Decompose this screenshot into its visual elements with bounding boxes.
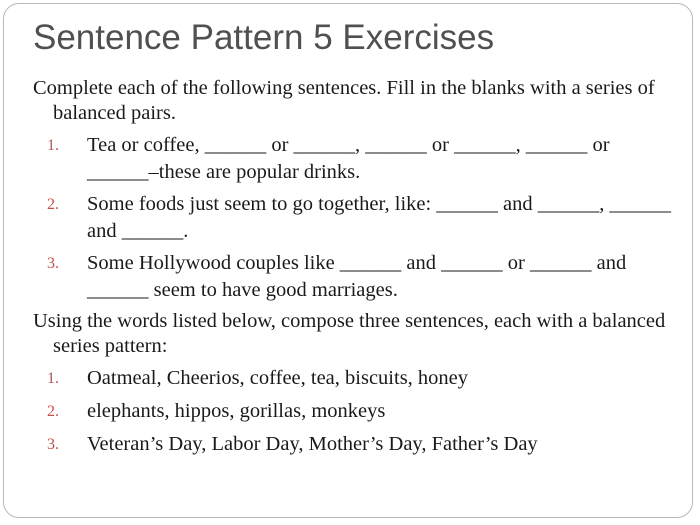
list-item xyxy=(33,431,673,458)
exercise-list-2 xyxy=(33,365,673,458)
list-item-text: Oatmeal, Cheerios, coffee, tea, biscuits, honey xyxy=(87,367,469,389)
list-item xyxy=(33,191,673,245)
slide-title: Sentence Pattern 5 Exercises xyxy=(33,18,495,57)
list-number: 3. xyxy=(47,255,59,272)
instruction-complete-sentences: Complete each of the following sentences. Fill in the blanks with a series of balanced pairs. xyxy=(33,77,655,124)
list-item-text: Some foods just seem to go together, like: ______ and ______, ______ and ______. xyxy=(87,193,671,242)
list-number: 1. xyxy=(47,137,59,154)
slide xyxy=(3,3,693,518)
list-number: 2. xyxy=(47,403,59,420)
list-item xyxy=(33,398,673,425)
list-number: 2. xyxy=(47,196,59,213)
list-item xyxy=(33,250,673,304)
exercise-list-1 xyxy=(33,132,673,304)
list-number: 3. xyxy=(47,436,59,453)
list-item xyxy=(33,365,673,392)
list-item xyxy=(33,132,673,186)
list-item-text: Some Hollywood couples like ______ and ______ or ______ and ______ seem to have good marriages. xyxy=(87,252,627,301)
list-item-text: elephants, hippos, gorillas, monkeys xyxy=(87,400,386,422)
list-item-text: Veteran’s Day, Labor Day, Mother’s Day, Father’s Day xyxy=(87,433,538,455)
list-item-text: Tea or coffee, ______ or ______, ______ or ______, ______ or ______–these are popular drinks. xyxy=(87,134,610,183)
slide-content xyxy=(33,76,673,464)
instruction-compose-sentences: Using the words listed below, compose three sentences, each with a balanced series pattern: xyxy=(33,310,666,357)
list-number: 1. xyxy=(47,370,59,387)
